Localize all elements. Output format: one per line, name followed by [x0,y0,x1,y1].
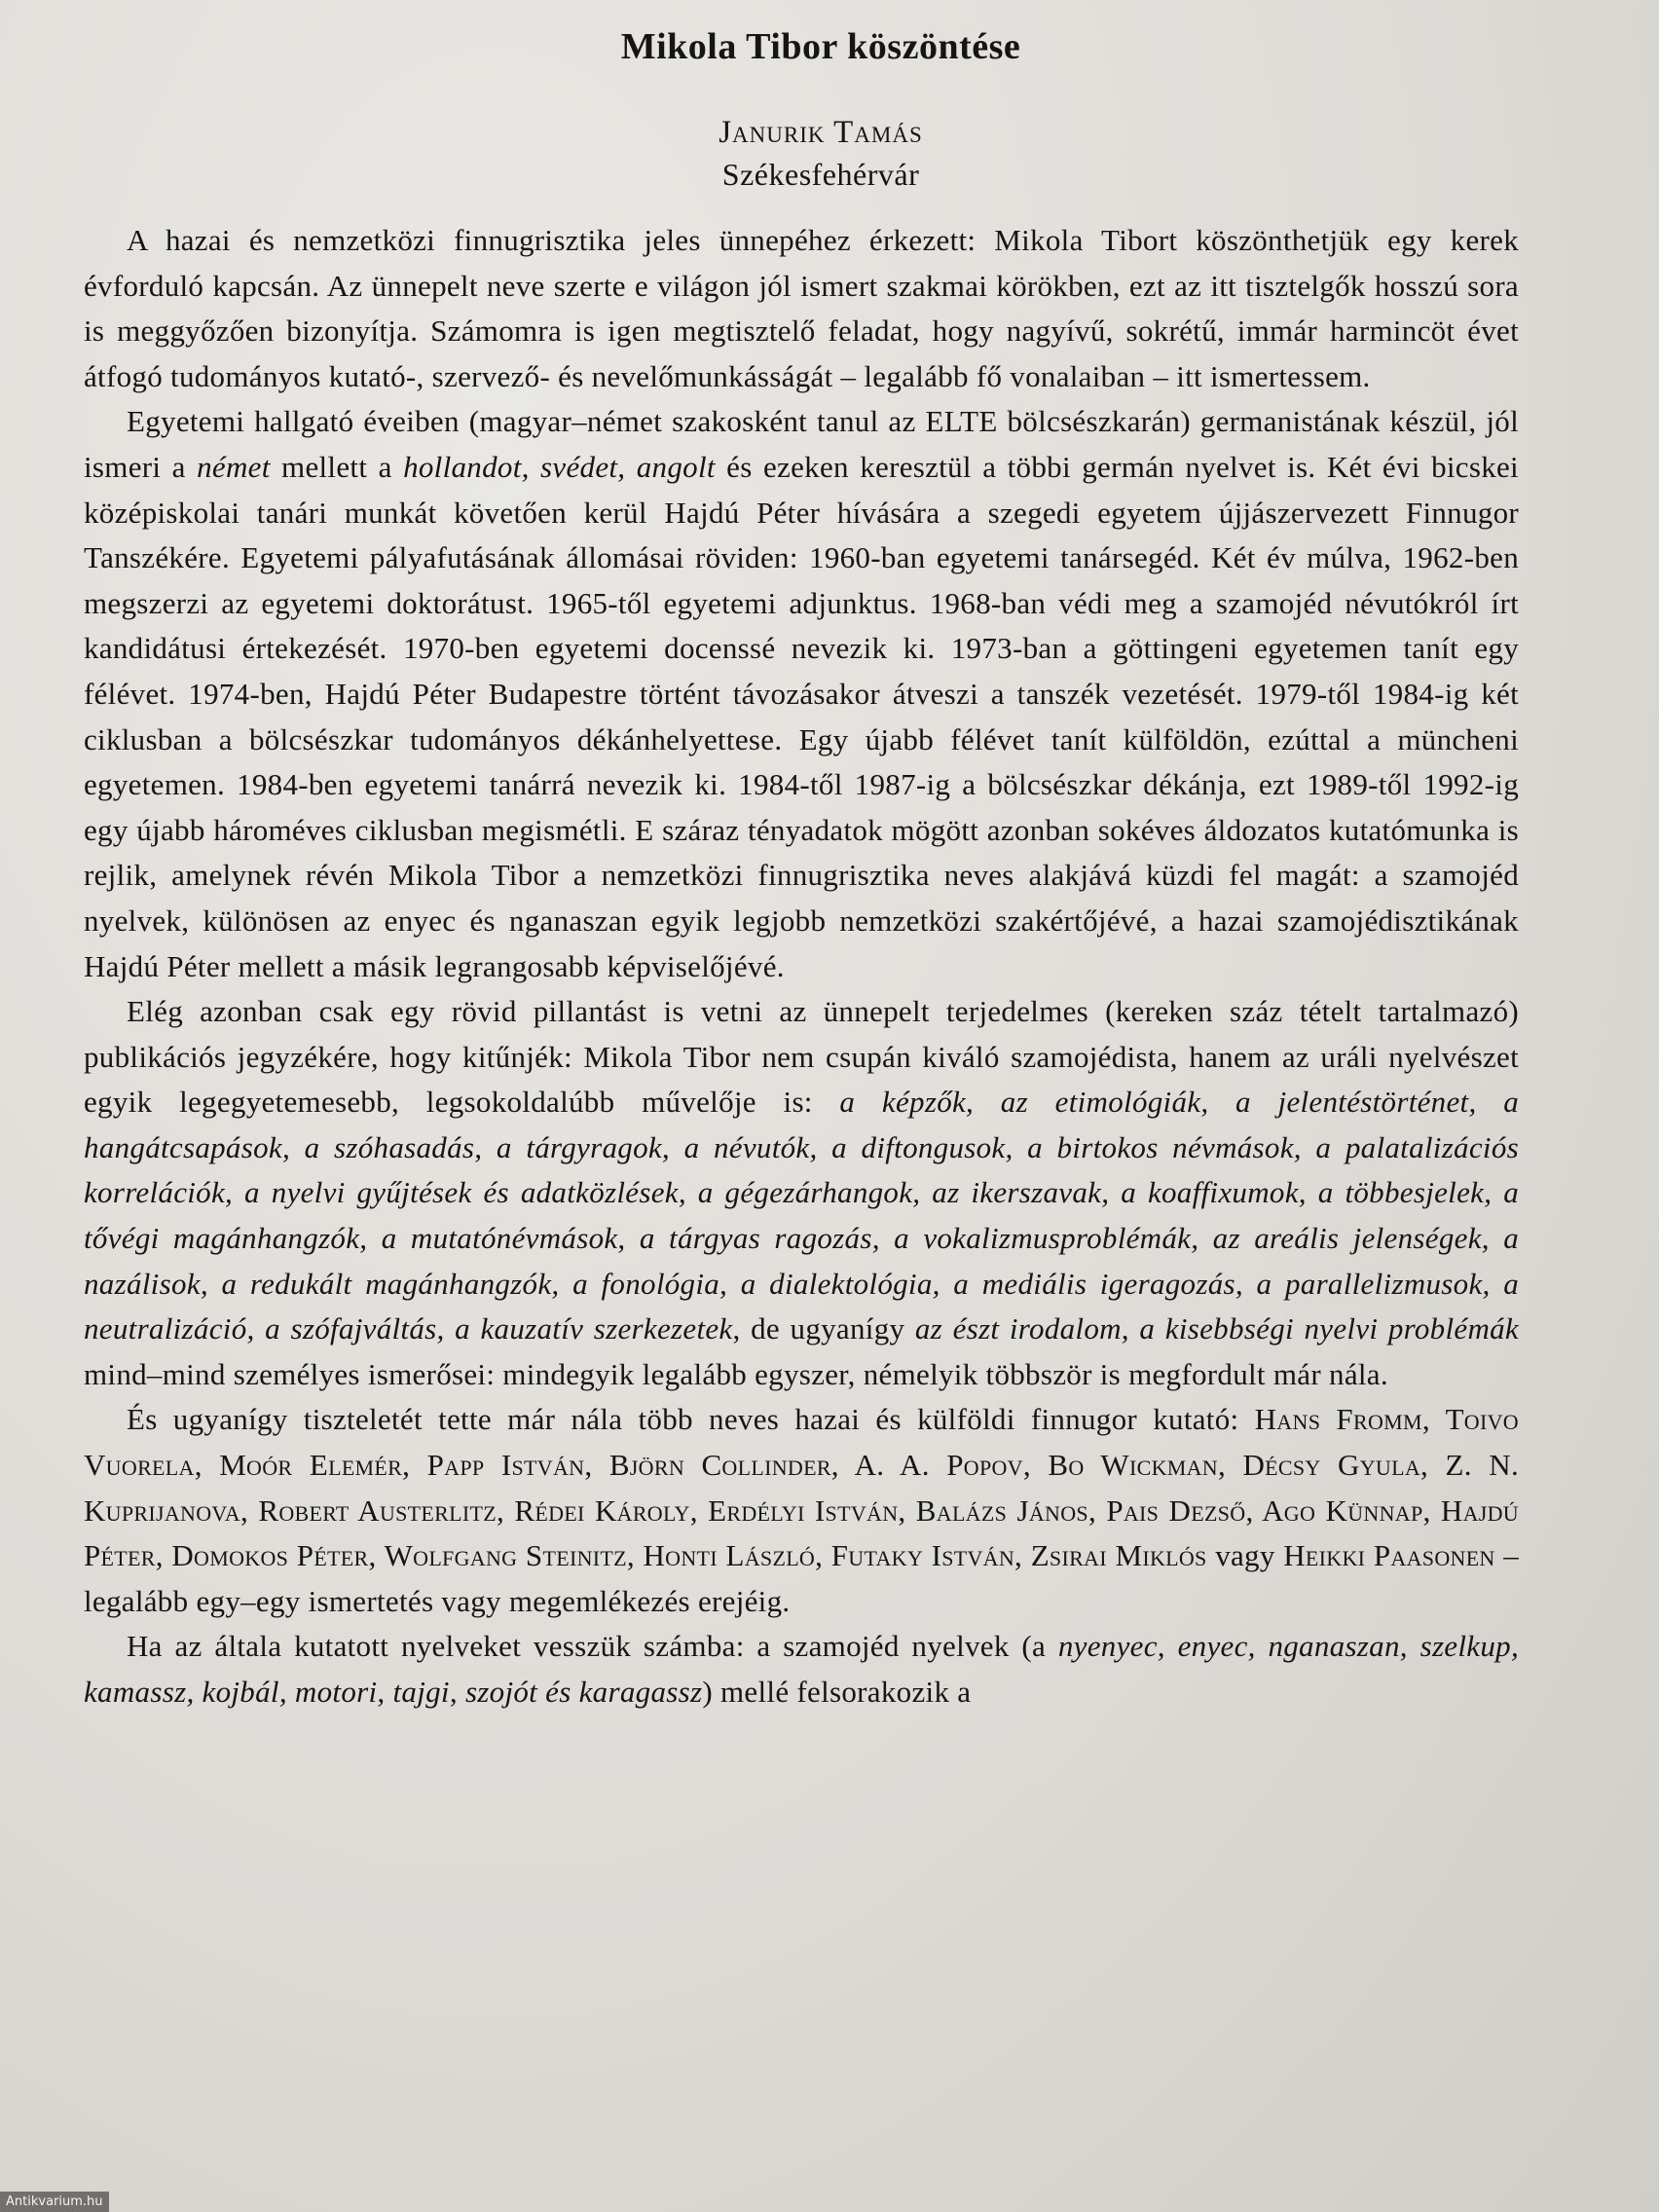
paragraph-2: Egyetemi hallgató éveiben (magyar–német szakosként tanul az ELTE bölcsészkarán) germanistának készül, jól ismeri a német mellett a hollandot, svédet, angolt és ezeken keresztül a többi germán nyelvet is. Két évi bicskei középiskolai tanári munkát követően kerül Hajdú Péter hívására a szegedi egyetem újjászervezett Finnugor Tanszékére. Egyetemi pályafutásának állomásai röviden: 1960-ban egyetemi tanársegéd. Két év múlva, 1962-ben megszerzi az egyetemi doktorátust. 1965-től egyetemi adjunktus. 1968-ban védi meg a szamojéd névutókról írt kandidátusi értekezését. 1970-ben egyetemi docenssé nevezik ki. 1973-ban a göttingeni egyetemen tanít egy félévet. 1974-ben, Hajdú Péter Budapestre történt távozásakor átveszi a tanszék vezetését. 1979-től 1984-ig két ciklusban a bölcsészkar tudományos dékánhelyettese. Egy újabb félévet tanít külföldön, ezúttal a müncheni egyetemen. 1984-ben egyetemi tanárrá nevezik ki. 1984-től 1987-ig a bölcsészkar dékánja, ezt 1989-től 1992-ig egy újabb hároméves ciklusban megismétli. E száraz tényadatok mögött azonban sokéves áldozatos kutatómunka is rejlik, amelynek révén Mikola Tibor a nemzetközi finnugrisztika neves alakjává küzdi fel magát: a szamojéd nyelvek, különösen az enyec és nganaszan egyik legjobb nemzetközi szakértőjévé, a hazai szamojédisztikának Hajdú Péter mellett a másik legrangosabb képviselőjévé. [84,404,1519,983]
paragraph-5: Ha az általa kutatott nyelveket vesszük számba: a szamojéd nyelvek (a nyenyec, enyec, nganaszan, szelkup, kamassz, kojbál, motori, tajgi, szojót és karagassz) mellé felsorakozik a [84,1629,1519,1709]
page-content [84,25,1519,1715]
researcher-names: Hans Fromm, Toivo Vuorela, Moór Elemér, Papp István, Björn Collinder, A. A. Popov, Bo Wickman, Décsy Gyula, Z. N. Kuprijanova, Robert Austerlitz, Rédei Károly, Erdélyi István, Balázs János, Pais Dezső, Ago Künnap, Hajdú Péter, Domokos Péter, Wolfgang Steinitz, Honti László, Futaky István, Zsirai Miklós [84,1402,1519,1573]
author-name: Janurik Tamás [719,115,923,150]
site-watermark: Antikvarium.hu [0,2192,109,2212]
article-body [84,218,1519,1715]
paragraph-4: És ugyanígy tiszteletét tette már nála több neves hazai és külföldi finnugor kutató: Hans Fromm, Toivo Vuorela, Moór Elemér, Papp István, Björn Collinder, A. A. Popov, Bo Wickman, Décsy Gyula, Z. N. Kuprijanova, Robert Austerlitz, Rédei Károly, Erdélyi István, Balázs János, Pais Dezső, Ago Künnap, Hajdú Péter, Domokos Péter, Wolfgang Steinitz, Honti László, Futaky István, Zsirai Miklós vagy Heikki Paasonen – legalább egy–egy ismertetés vagy megemlékezés erejéig. [84,1402,1520,1618]
paragraph-3: Elég azonban csak egy rövid pillantást is vetni az ünnepelt terjedelmes (kereken száz tételt tartalmazó) publikációs jegyzékére, hogy kitűnjék: Mikola Tibor nem csupán kiváló szamojédista, hanem az uráli nyelvészet egyik legegyetemesebb, legsokoldalúbb művelője is: a képzők, az etimológiák, a jelentéstörténet, a hangátcsapások, a szóhasadás, a tárgyragok, a névutók, a diftongusok, a birtokos névmások, a palatalizációs korrelációk, a nyelvi gyűjtések és adatközlések, a gégezárhangok, az ikerszavak, a koaffixumok, a többesjelek, a tővégi magánhangzók, a mutatónévmások, a tárgyas ragozás, a vokalizmusproblémák, az areális jelenségek, a nazálisok, a redukált magánhangzók, a fonológia, a dialektológia, a mediális igeragozás, a parallelizmusok, a neutralizáció, a szófajváltás, a kauzatív szerkezetek, de ugyanígy az észt irodalom, a kisebbségi nyelvi problémák mind–mind személyes ismerősei: mindegyik legalább egyszer, némelyik többször is megfordult már nála. [84,994,1519,1391]
author-location: Székesfehérvár [721,157,920,192]
article-title: Mikola Tibor köszöntése [620,26,1021,67]
paragraph-1: A hazai és nemzetközi finnugrisztika jeles ünnepéhez érkezett: Mikola Tibort köszönthetjük egy kerek évforduló kapcsán. Az ünnepelt neve szerte e világon jól ismert szakmai körökben, ezt az itt tisztelgők hosszú sora is meggyőzően bizonyítja. Számomra is igen megtisztelő feladat, hogy nagyívű, sokrétű, immár harmincöt évet átfogó tudományos kutató-, szervező- és nevelőmunkásságát – legalább fő vonalaiban – itt ismertessem. [84,223,1519,393]
